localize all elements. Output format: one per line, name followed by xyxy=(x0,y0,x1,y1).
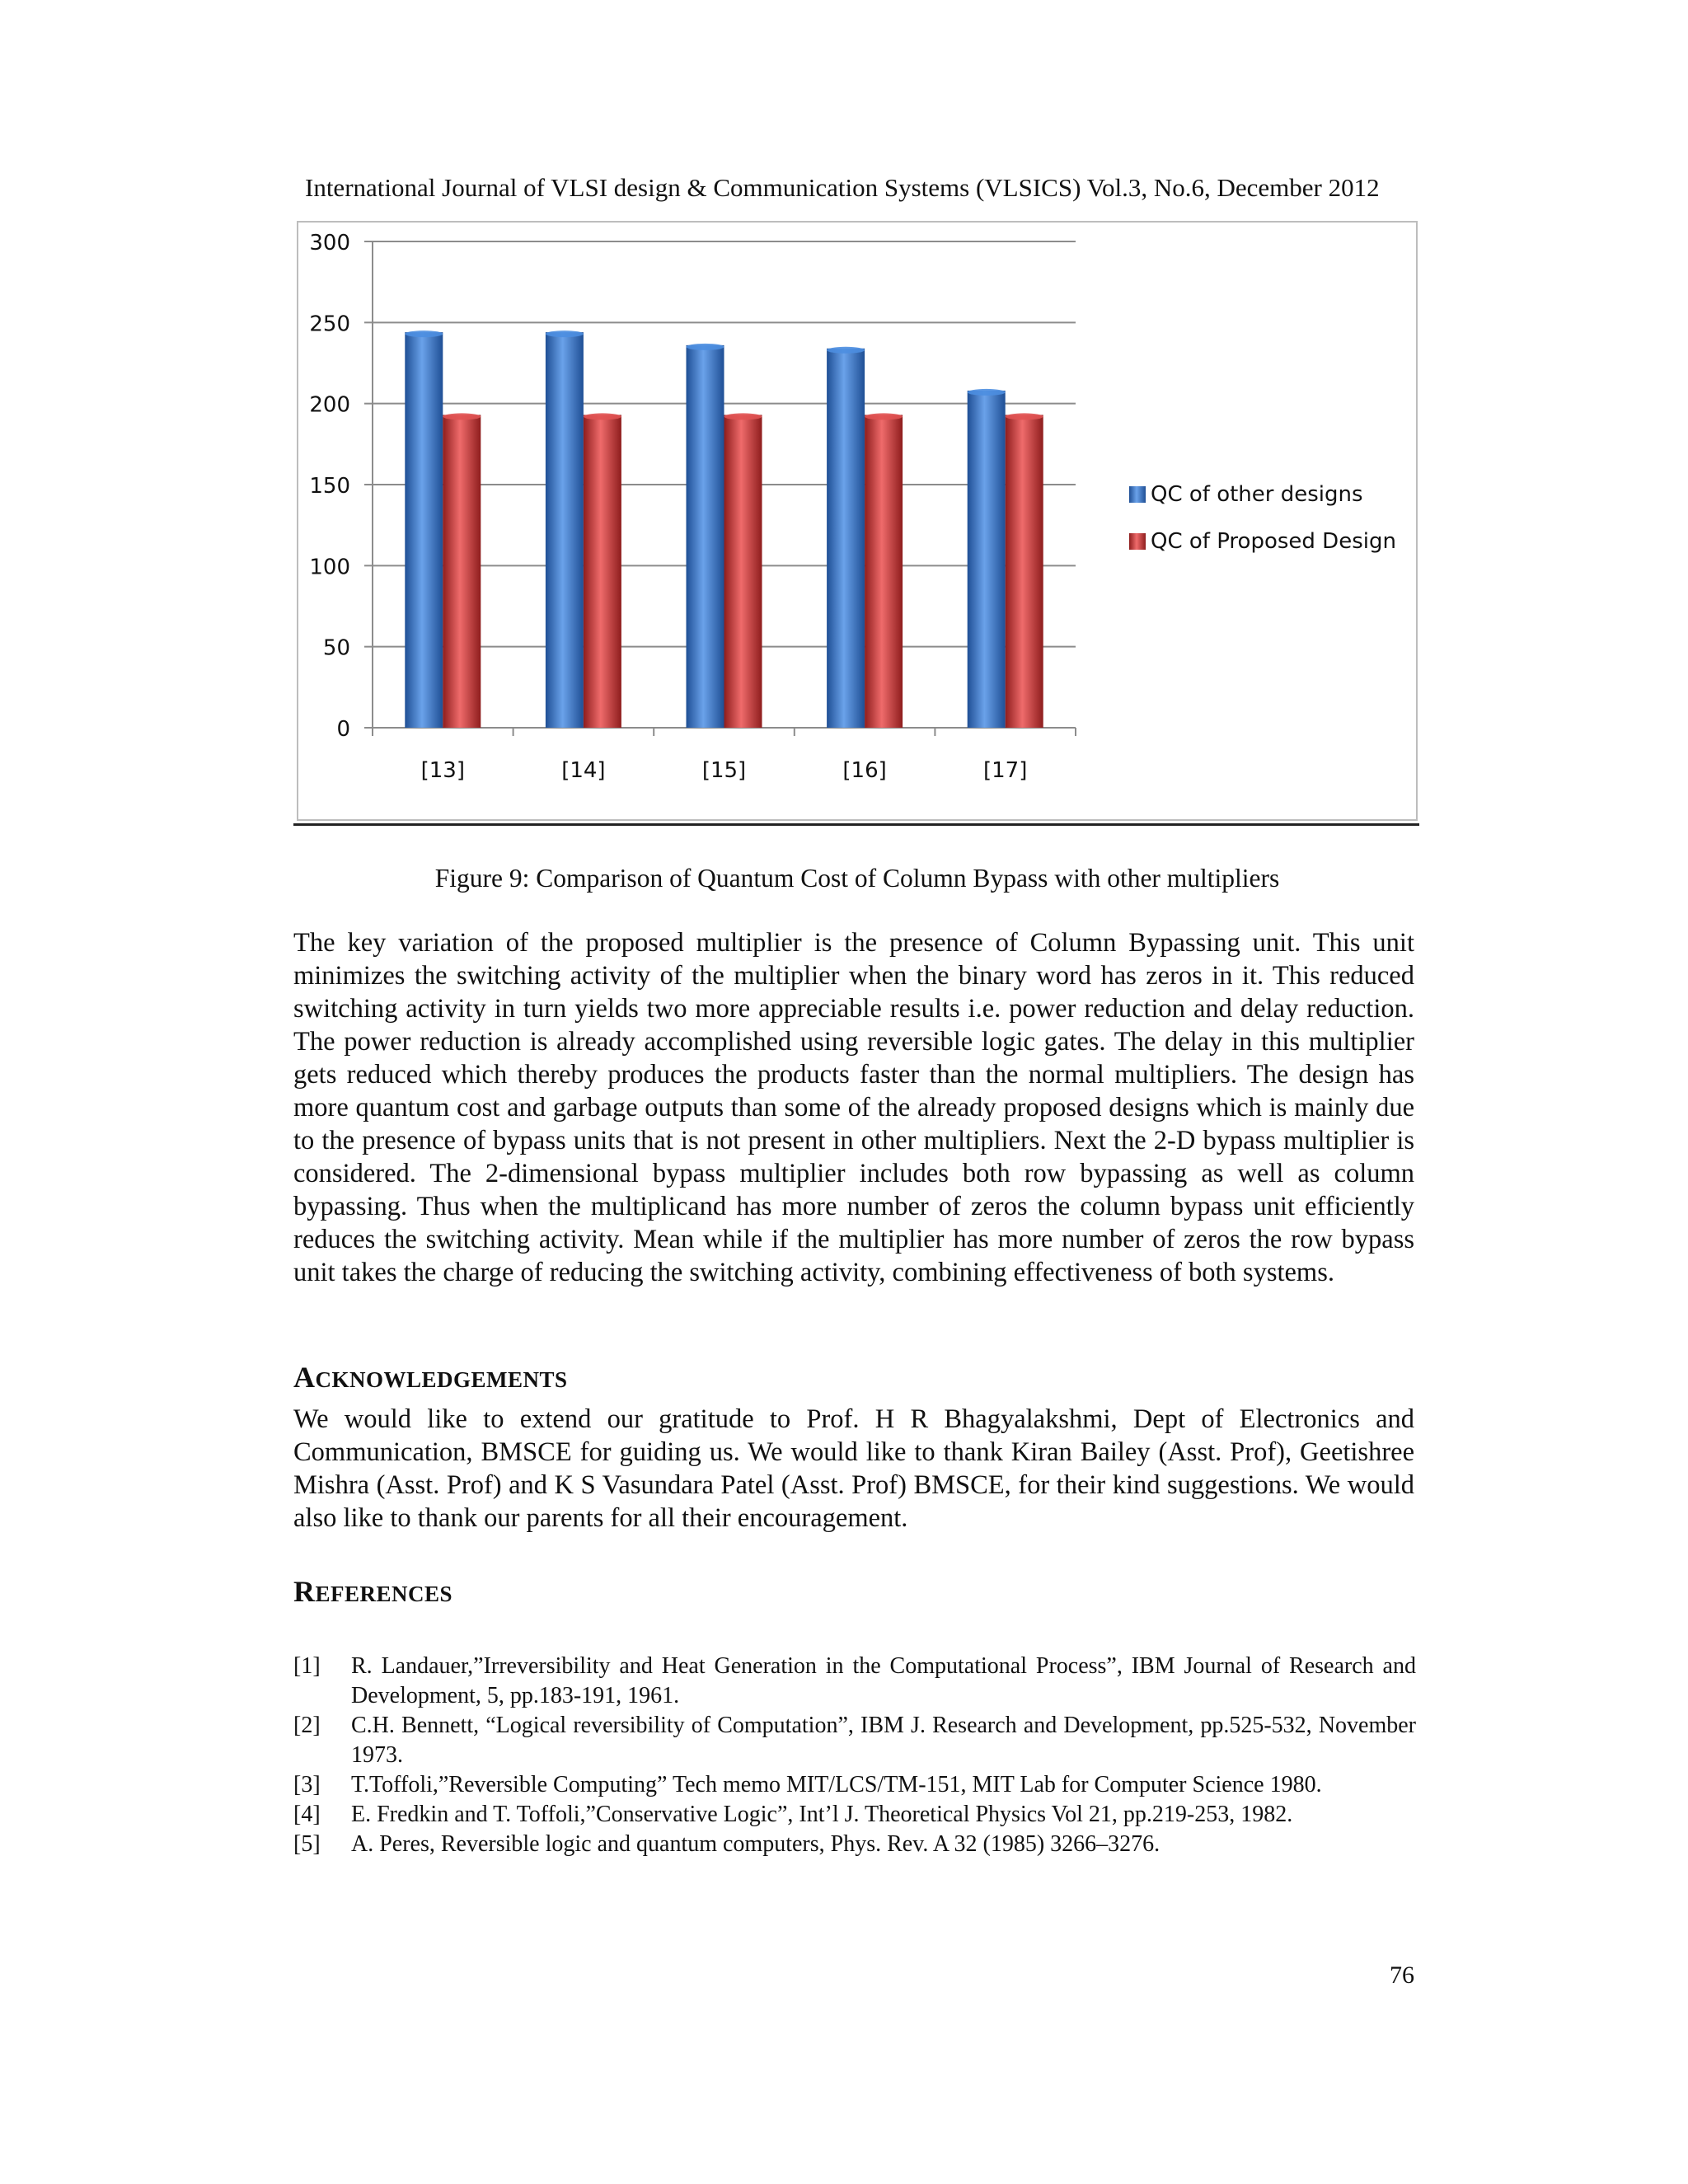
references-heading-rest: EFERENCES xyxy=(315,1582,453,1606)
bar-cap xyxy=(687,344,724,350)
reference-item xyxy=(293,1830,1416,1859)
bar-cap xyxy=(1006,413,1043,419)
y-tick-label: 200 xyxy=(309,392,350,418)
x-tick-label: [17] xyxy=(983,758,1028,783)
references-heading xyxy=(293,1574,452,1609)
bar xyxy=(584,415,621,728)
reference-number: [5] xyxy=(293,1831,321,1857)
bar-chart xyxy=(0,0,1688,832)
bar xyxy=(1006,415,1043,728)
y-tick-label: 50 xyxy=(322,635,350,661)
x-tick-label: [13] xyxy=(420,758,465,783)
reference-text: E. Fredkin and T. Toffoli,”Conservative Logic”, Int’l J. Theoretical Physics Vol 21, pp.219-253, 1982. xyxy=(351,1802,1293,1827)
x-tick-label: [14] xyxy=(561,758,606,783)
page-number: 76 xyxy=(1390,1961,1414,1989)
bar xyxy=(443,415,481,728)
references-heading-initial: R xyxy=(293,1575,316,1608)
bar-cap xyxy=(827,347,865,354)
y-tick-label: 300 xyxy=(309,231,350,255)
bar xyxy=(827,349,865,728)
acknowledgements-heading-initial: A xyxy=(293,1361,316,1394)
reference-number: [2] xyxy=(293,1713,321,1738)
y-tick-label: 250 xyxy=(309,312,350,337)
legend-label: QC of Proposed Design xyxy=(1151,529,1396,554)
bar xyxy=(724,415,762,728)
reference-text: R. Landauer,”Irreversibility and Heat Generation in the Computational Process”, IBM Journal of Research and Development, 5, pp.183-191, 1961. xyxy=(351,1653,1416,1708)
reference-number: [1] xyxy=(293,1653,321,1679)
journal-header: International Journal of VLSI design & Communication Systems (VLSICS) Vol.3, No.6, December 2012 xyxy=(305,173,1380,202)
chart-bottom-rule xyxy=(293,823,1419,826)
bar-cap xyxy=(865,413,903,419)
reference-number: [4] xyxy=(293,1802,321,1827)
legend-swatch xyxy=(1129,533,1146,550)
y-tick-label: 100 xyxy=(309,555,350,580)
bar xyxy=(405,332,443,728)
y-tick-label: 150 xyxy=(309,474,350,499)
y-tick-label: 0 xyxy=(336,717,350,742)
bar xyxy=(687,345,724,728)
reference-item xyxy=(293,1652,1416,1711)
legend-swatch xyxy=(1129,486,1146,503)
bar-cap xyxy=(968,389,1006,396)
acknowledgements-heading-rest: CKNOWLEDGEMENTS xyxy=(315,1367,568,1392)
reference-text: A. Peres, Reversible logic and quantum computers, Phys. Rev. A 32 (1985) 3266–3276. xyxy=(351,1831,1160,1857)
reference-number: [3] xyxy=(293,1772,321,1797)
bar-cap xyxy=(546,330,584,337)
acknowledgements-heading xyxy=(293,1360,568,1394)
reference-text: T.Toffoli,”Reversible Computing” Tech memo MIT/LCS/TM-151, MIT Lab for Computer Science 1980. xyxy=(351,1772,1322,1797)
bar-cap xyxy=(584,413,621,419)
bar-cap xyxy=(443,413,481,419)
references-list xyxy=(293,1652,1416,1859)
bar-cap xyxy=(724,413,762,419)
bar xyxy=(546,332,584,728)
x-tick-label: [15] xyxy=(701,758,747,783)
figure-caption: Figure 9: Comparison of Quantum Cost of Column Bypass with other multipliers xyxy=(434,864,1280,893)
bar-cap xyxy=(405,330,443,337)
legend-label: QC of other designs xyxy=(1151,482,1363,507)
reference-item xyxy=(293,1800,1416,1830)
body-paragraph: The key variation of the proposed multiplier is the presence of Column Bypassing unit. This unit minimizes the switching activity of the multiplier when the binary word has zeros in it. This reduced switching activity in turn yields two more appreciable results i.e. power reduction and delay reduction. The power reduction is already accomplished using reversible logic gates. The delay in this multiplier gets reduced which thereby produces the products faster than the normal multipliers. The design has more quantum cost and garbage outputs than some of the already proposed designs which is mainly due to the presence of bypass units that is not present in other multipliers. Next the 2-D bypass multiplier is considered. The 2-dimensional bypass multiplier includes both row bypassing as well as column bypassing. Thus when the multiplicand has more number of zeros the column bypass unit efficiently reduces the switching activity. Mean while if the multiplier has more number of zeros the row bypass unit takes the charge of reducing the switching activity, combining effectiveness of both systems. xyxy=(293,928,1414,1287)
reference-text: C.H. Bennett, “Logical reversibility of Computation”, IBM J. Research and Development, pp.525-532, November 1973. xyxy=(351,1713,1416,1768)
bar xyxy=(968,391,1006,728)
x-tick-label: [16] xyxy=(842,758,887,783)
reference-item xyxy=(293,1770,1416,1800)
acknowledgements-text: We would like to extend our gratitude to Prof. H R Bhagyalakshmi, Dept of Electronics and Communication, BMSCE for guiding us. We would like to thank Kiran Bailey (Asst. Prof), Geetishree Mishra (Asst. Prof) and K S Vasundara Patel (Asst. Prof) BMSCE, for their kind suggestions. We would also like to thank our parents for all their encouragement. xyxy=(293,1404,1414,1533)
bar xyxy=(865,415,903,728)
reference-item xyxy=(293,1711,1416,1770)
